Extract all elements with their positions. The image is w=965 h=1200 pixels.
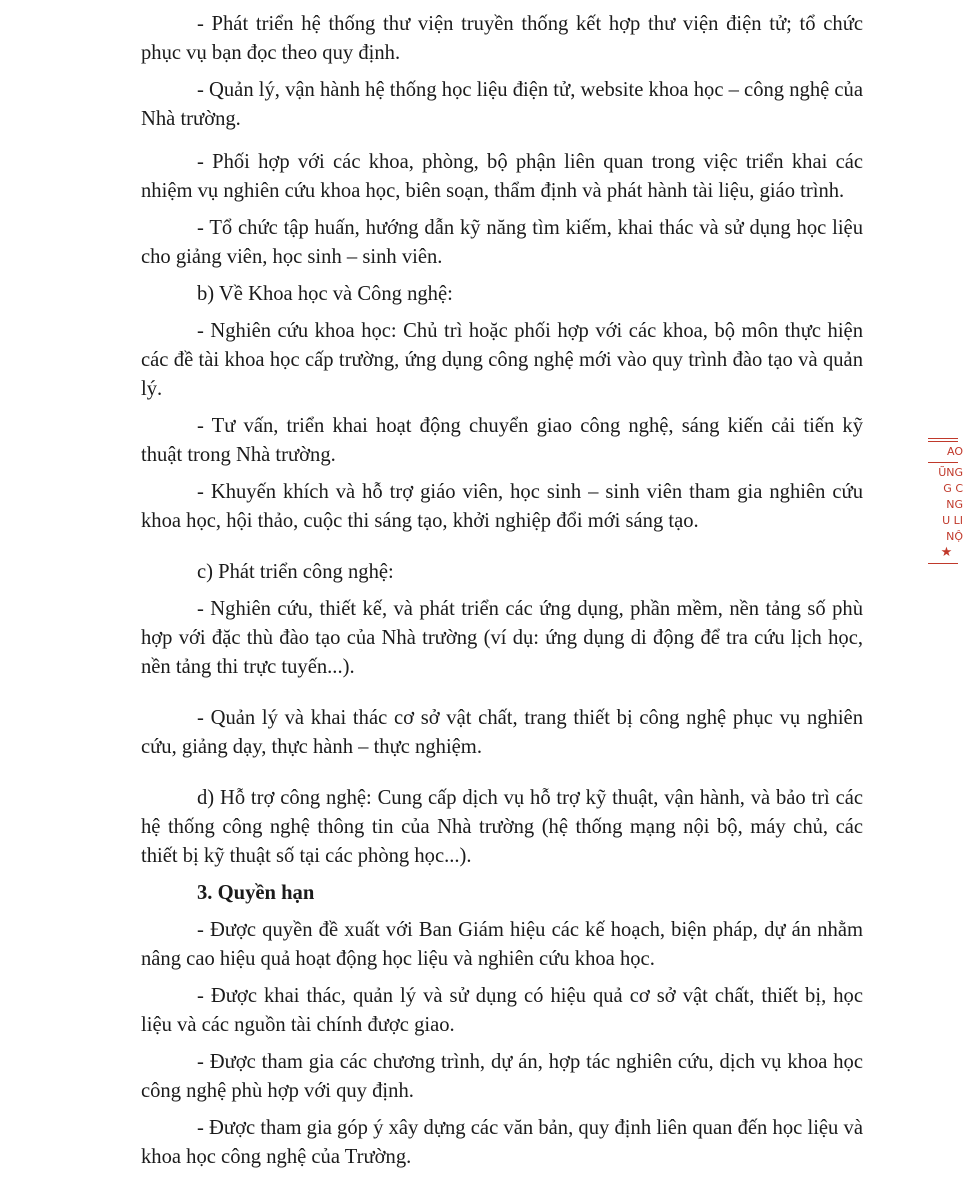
stamp-text-line: NG bbox=[946, 498, 963, 511]
red-stamp-fragment bbox=[928, 436, 965, 604]
section-b-heading: b) Về Khoa học và Công nghệ: bbox=[197, 283, 453, 305]
paragraph-research: - Nghiên cứu khoa học: Chủ trì hoặc phối hợp với các khoa, bộ môn thực hiện các đề tài khoa học cấp trường, ứng dụng công nghệ mới vào quy trình đào tạo và quản lý. bbox=[141, 320, 863, 400]
stamp-rule bbox=[928, 441, 958, 442]
paragraph-coordination: - Phối hợp với các khoa, phòng, bộ phận liên quan trong việc triển khai các nhiệm vụ nghiên cứu khoa học, biên soạn, thẩm định và phát hành tài liệu, giáo trình. bbox=[141, 151, 863, 202]
paragraph-right-participate: - Được tham gia các chương trình, dự án, hợp tác nghiên cứu, dịch vụ khoa học công nghệ phù hợp với quy định. bbox=[141, 1051, 863, 1102]
paragraph-library-development: - Phát triển hệ thống thư viện truyền thống kết hợp thư viện điện tử; tổ chức phục vụ bạn đọc theo quy định. bbox=[141, 13, 863, 64]
paragraph-right-contribute: - Được tham gia góp ý xây dựng các văn bản, quy định liên quan đến học liệu và khoa học công nghệ của Trường. bbox=[141, 1117, 863, 1168]
section-3-heading: 3. Quyền hạn bbox=[197, 882, 315, 904]
paragraph-consulting: - Tư vấn, triển khai hoạt động chuyển giao công nghệ, sáng kiến cải tiến kỹ thuật trong Nhà trường. bbox=[141, 415, 863, 466]
stamp-text-line: NỘ bbox=[946, 530, 963, 543]
stamp-text-line: U LI bbox=[942, 514, 963, 527]
document-body bbox=[141, 10, 863, 1172]
stamp-text-line: ŨNG bbox=[938, 466, 963, 479]
stamp-rule bbox=[928, 438, 958, 439]
stamp-star-icon: ★ bbox=[940, 545, 953, 560]
stamp-text-line: G C bbox=[943, 482, 963, 495]
stamp-text-line: AO bbox=[947, 445, 963, 458]
stamp-rule bbox=[928, 563, 958, 564]
paragraph-e-learning-management: - Quản lý, vận hành hệ thống học liệu điện tử, website khoa học – công nghệ của Nhà trường. bbox=[141, 79, 863, 130]
paragraph-tech-development: - Nghiên cứu, thiết kế, và phát triển các ứng dụng, phần mềm, nền tảng số phù hợp với đặc thù đào tạo của Nhà trường (ví dụ: ứng dụng di động để tra cứu lịch học, nền tảng thi trực tuyến...). bbox=[141, 598, 863, 678]
paragraph-training: - Tổ chức tập huấn, hướng dẫn kỹ năng tìm kiếm, khai thác và sử dụng học liệu cho giảng viên, học sinh – sinh viên. bbox=[141, 217, 863, 268]
paragraph-right-propose: - Được quyền đề xuất với Ban Giám hiệu các kế hoạch, biện pháp, dự án nhằm nâng cao hiệu quả hoạt động học liệu và nghiên cứu khoa học. bbox=[141, 919, 863, 970]
stamp-rule bbox=[928, 462, 958, 463]
section-c-heading: c) Phát triển công nghệ: bbox=[197, 561, 394, 583]
paragraph-tech-support: d) Hỗ trợ công nghệ: Cung cấp dịch vụ hỗ trợ kỹ thuật, vận hành, và bảo trì các hệ thống công nghệ thông tin của Nhà trường (hệ thống mạng nội bộ, máy chủ, các thiết bị kỹ thuật số tại các phòng học...). bbox=[141, 787, 863, 867]
paragraph-encouragement: - Khuyến khích và hỗ trợ giáo viên, học sinh – sinh viên tham gia nghiên cứu khoa học, hội thảo, cuộc thi sáng tạo, khởi nghiệp đổi mới sáng tạo. bbox=[141, 481, 863, 532]
paragraph-right-use: - Được khai thác, quản lý và sử dụng có hiệu quả cơ sở vật chất, thiết bị, học liệu và các nguồn tài chính được giao. bbox=[141, 985, 863, 1036]
paragraph-facilities: - Quản lý và khai thác cơ sở vật chất, trang thiết bị công nghệ phục vụ nghiên cứu, giảng dạy, thực hành – thực nghiệm. bbox=[141, 707, 863, 758]
